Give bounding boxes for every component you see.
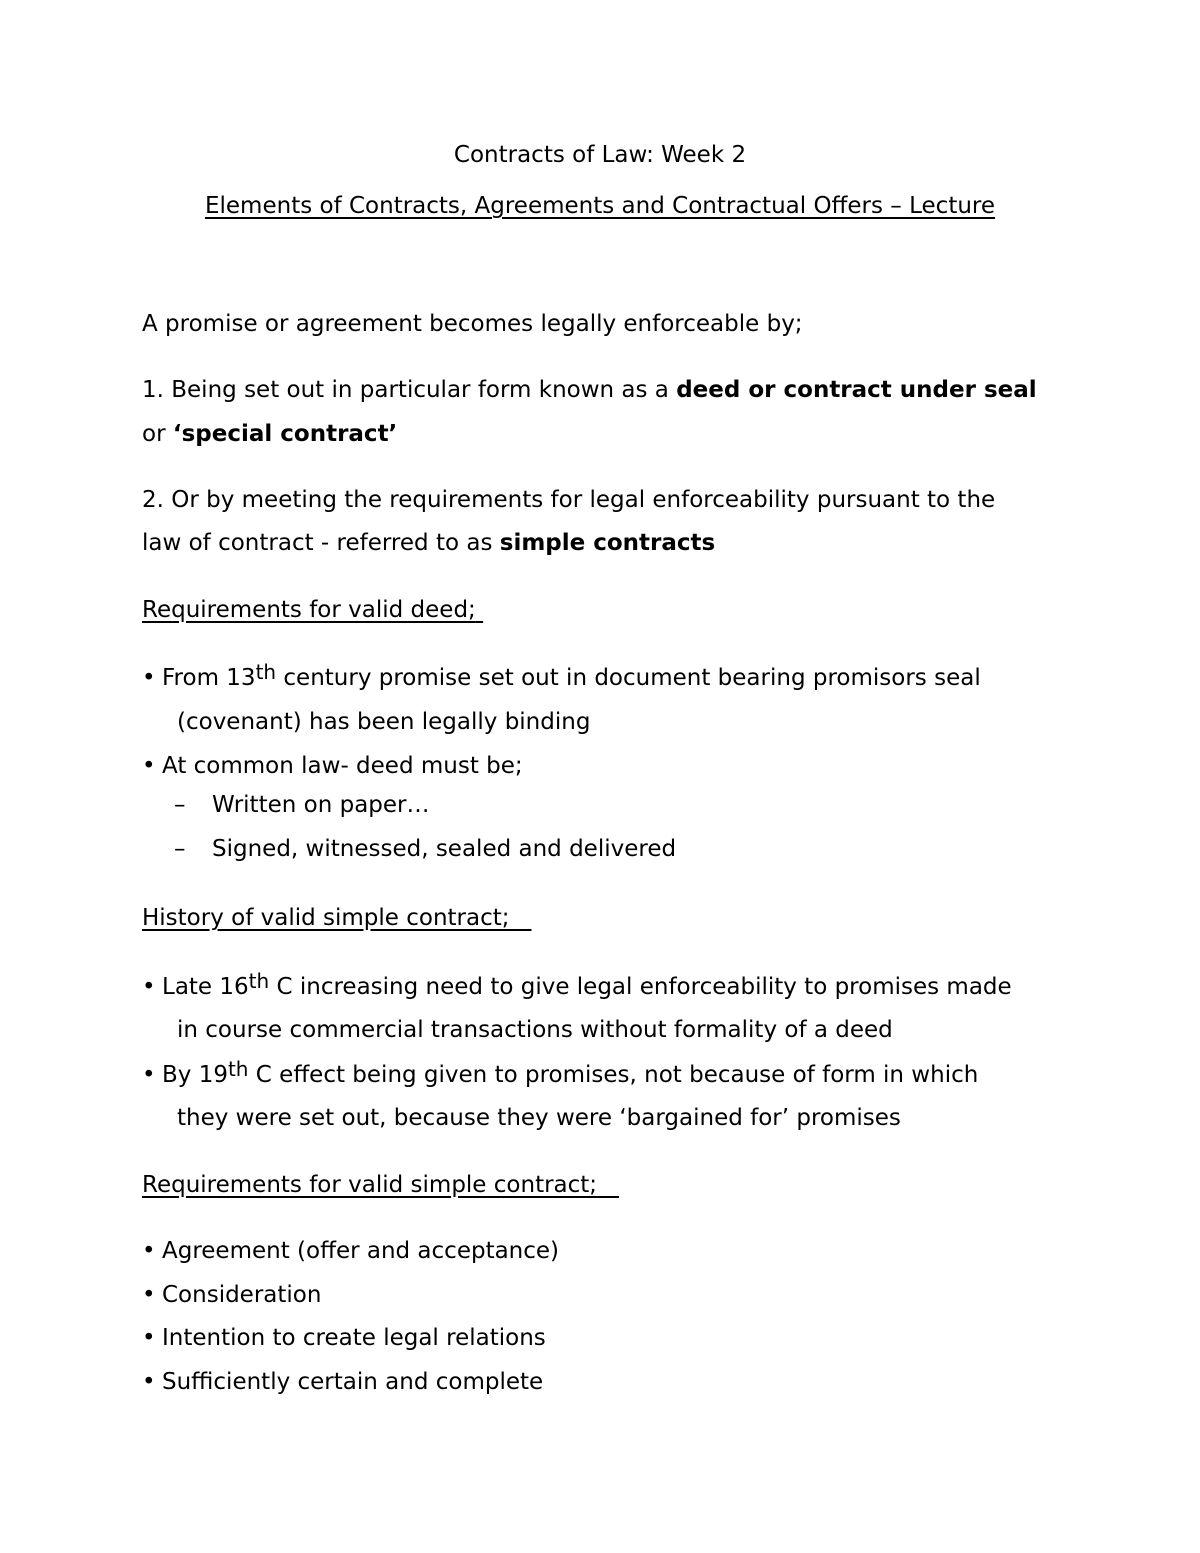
- bullet-icon: •: [142, 1325, 156, 1351]
- point-1-line-1: 1. Being set out in particular form known as a deed or contract under seal: [142, 377, 1037, 403]
- deed-bullet-1: From 13th century promise set out in document bearing promisors seal: [162, 660, 981, 691]
- history-bullet-1: Late 16th C increasing need to give legal enforceability to promises made: [162, 969, 1012, 1000]
- simple-heading: Requirements for valid simple contract;: [142, 1172, 598, 1198]
- point-1-line-2: or ‘special contract’: [142, 421, 398, 447]
- simple-item-1: Agreement (offer and acceptance): [162, 1238, 560, 1264]
- history-heading: History of valid simple contract;: [142, 905, 510, 931]
- deed-heading: Requirements for valid deed;: [142, 597, 476, 623]
- simple-contracts-term: simple contracts: [499, 530, 716, 556]
- bullet-icon: •: [142, 1369, 156, 1395]
- point-2-line-1: 2. Or by meeting the requirements for legal enforceability pursuant to the: [142, 487, 996, 513]
- bullet-icon: •: [142, 753, 156, 779]
- deed-sub-item-2: Signed, witnessed, sealed and delivered: [212, 836, 677, 862]
- special-contract-term: ‘special contract’: [172, 421, 398, 447]
- deed-term: deed or contract under seal: [676, 377, 1037, 403]
- bullet-icon: •: [142, 974, 156, 1000]
- dash-icon: –: [174, 792, 186, 818]
- deed-bullet-1-cont: (covenant) has been legally binding: [177, 709, 591, 735]
- history-bullet-2-cont: they were set out, because they were ‘bargained for’ promises: [177, 1105, 901, 1131]
- subtitle-text: Elements of Contracts, Agreements and Contractual Offers – Lecture: [204, 193, 996, 219]
- bullet-icon: •: [142, 1238, 156, 1264]
- bullet-icon: •: [142, 665, 156, 691]
- bullet-icon: •: [142, 1282, 156, 1308]
- simple-item-2: Consideration: [162, 1282, 322, 1308]
- intro-paragraph: A promise or agreement becomes legally enforceable by;: [142, 311, 803, 337]
- dash-icon: –: [174, 836, 186, 862]
- document-title: Contracts of Law: Week 2: [453, 142, 747, 168]
- document-subtitle: [0, 192, 1200, 220]
- deed-sub-item-1: Written on paper…: [212, 792, 430, 818]
- simple-item-3: Intention to create legal relations: [162, 1325, 546, 1351]
- history-bullet-1-cont: in course commercial transactions without formality of a deed: [177, 1017, 893, 1043]
- simple-item-4: Sufficiently certain and complete: [162, 1369, 544, 1395]
- history-bullet-2: By 19th C effect being given to promises, not because of form in which: [162, 1057, 979, 1088]
- deed-bullet-2: At common law- deed must be;: [162, 753, 523, 779]
- bullet-icon: •: [142, 1062, 156, 1088]
- point-2-line-2: law of contract - referred to as simple contracts: [142, 530, 716, 556]
